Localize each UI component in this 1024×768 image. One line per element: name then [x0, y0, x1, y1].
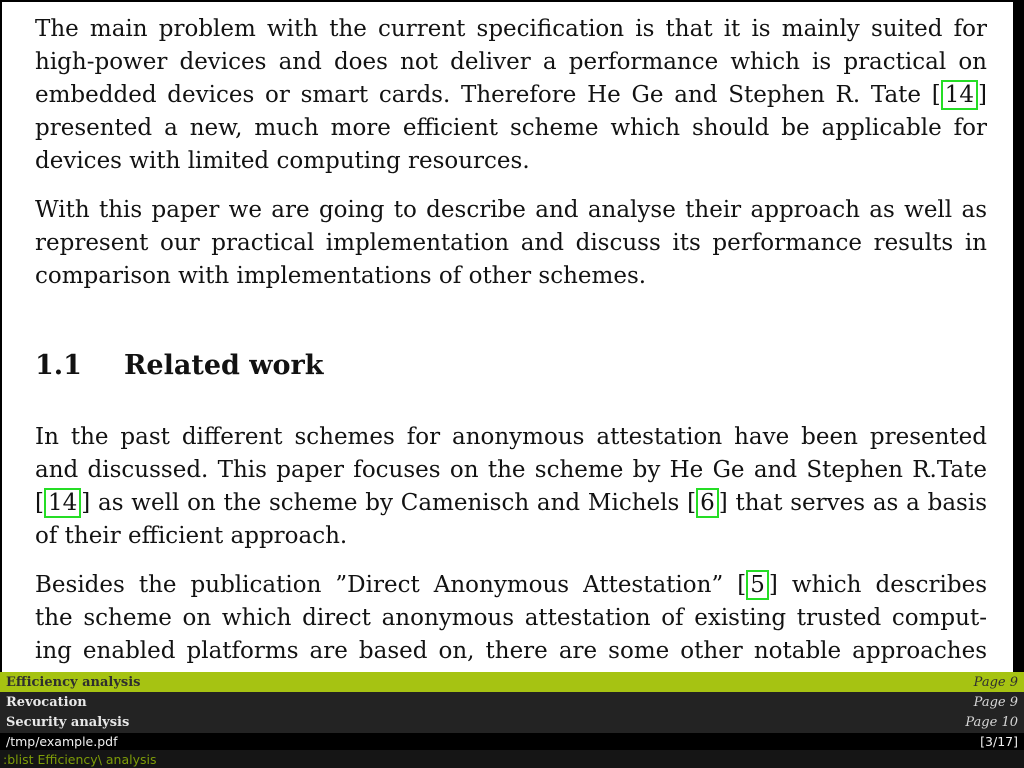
outline-list [0, 672, 1024, 733]
section-heading [35, 349, 987, 382]
paragraph [35, 421, 987, 553]
page-indicator: [3/17] [980, 734, 1018, 749]
command-text: :blist Efficiency\ analysis [3, 751, 157, 767]
citation-number: 6 [696, 488, 719, 518]
outline-item-label: Efficiency analysis [6, 674, 141, 690]
outline-item-page: Page 10 [965, 715, 1018, 730]
text-line: embedded devices or smart cards. Therefore He Ge and Stephen R. Tate [ 14 ] [35, 82, 987, 108]
outline-item[interactable] [0, 692, 1024, 712]
outline-item-label: Security analysis [6, 715, 130, 730]
text-line: In the past different schemes for anonymous attestation have been presented [35, 424, 987, 450]
outline-item-page: Page 9 [973, 694, 1018, 710]
text-line: represent our practical implementation and discuss its performance results in [35, 230, 987, 256]
text-line: comparison with implementations of other schemes. [35, 263, 647, 289]
text-line: The main problem with the current specification is that it is mainly suited for [35, 16, 987, 42]
bottom-panel [0, 672, 1024, 768]
text-line: devices with limited computing resources. [35, 148, 530, 174]
paragraph [35, 194, 987, 293]
citation-link[interactable]: [ 5 ] [737, 572, 778, 598]
paragraph [35, 569, 987, 668]
text-line: presented a new, much more efficient scheme which should be applicable for [35, 115, 987, 141]
outline-item[interactable] [0, 672, 1024, 692]
pdf-page [2, 2, 1013, 672]
citation-number: 14 [941, 80, 978, 110]
text-line: high-power devices and does not deliver a performance which is practical on [35, 49, 987, 75]
status-bar [0, 733, 1024, 750]
section-title: Related work [123, 350, 324, 381]
citation-number: 14 [44, 488, 81, 518]
text-line: With this paper we are going to describe and analyse their approach as well as [35, 197, 987, 223]
citation-link[interactable]: [ 14 ] [931, 82, 987, 108]
citation-link[interactable]: [ 14 ] [35, 490, 91, 516]
command-line[interactable] [0, 750, 1024, 768]
citation-number: 5 [746, 570, 769, 600]
text-line: of their efficient approach. [35, 523, 348, 549]
citation-link[interactable]: [ 6 ] [687, 490, 728, 516]
file-path: /tmp/example.pdf [6, 734, 118, 749]
outline-item-label: Revocation [6, 694, 87, 710]
text-line: and discussed. This paper focuses on the scheme by He Ge and Stephen R.Tate [35, 457, 987, 483]
text-line: ing enabled platforms are based on, there are some other notable approaches [35, 638, 987, 664]
text-line: Besides the publication ”Direct Anonymous Attestation” [ 5 ] which describes [35, 572, 987, 598]
text-line: [ 14 ] as well on the scheme by Camenisch and Michels [ 6 ] that serves as a basis [35, 490, 987, 516]
outline-item-page: Page 9 [973, 674, 1018, 690]
outline-item[interactable] [0, 712, 1024, 733]
text-line: the scheme on which direct anonymous attestation of existing trusted comput- [35, 605, 987, 631]
paragraph [35, 13, 987, 178]
section-number: 1.1 [35, 350, 82, 381]
